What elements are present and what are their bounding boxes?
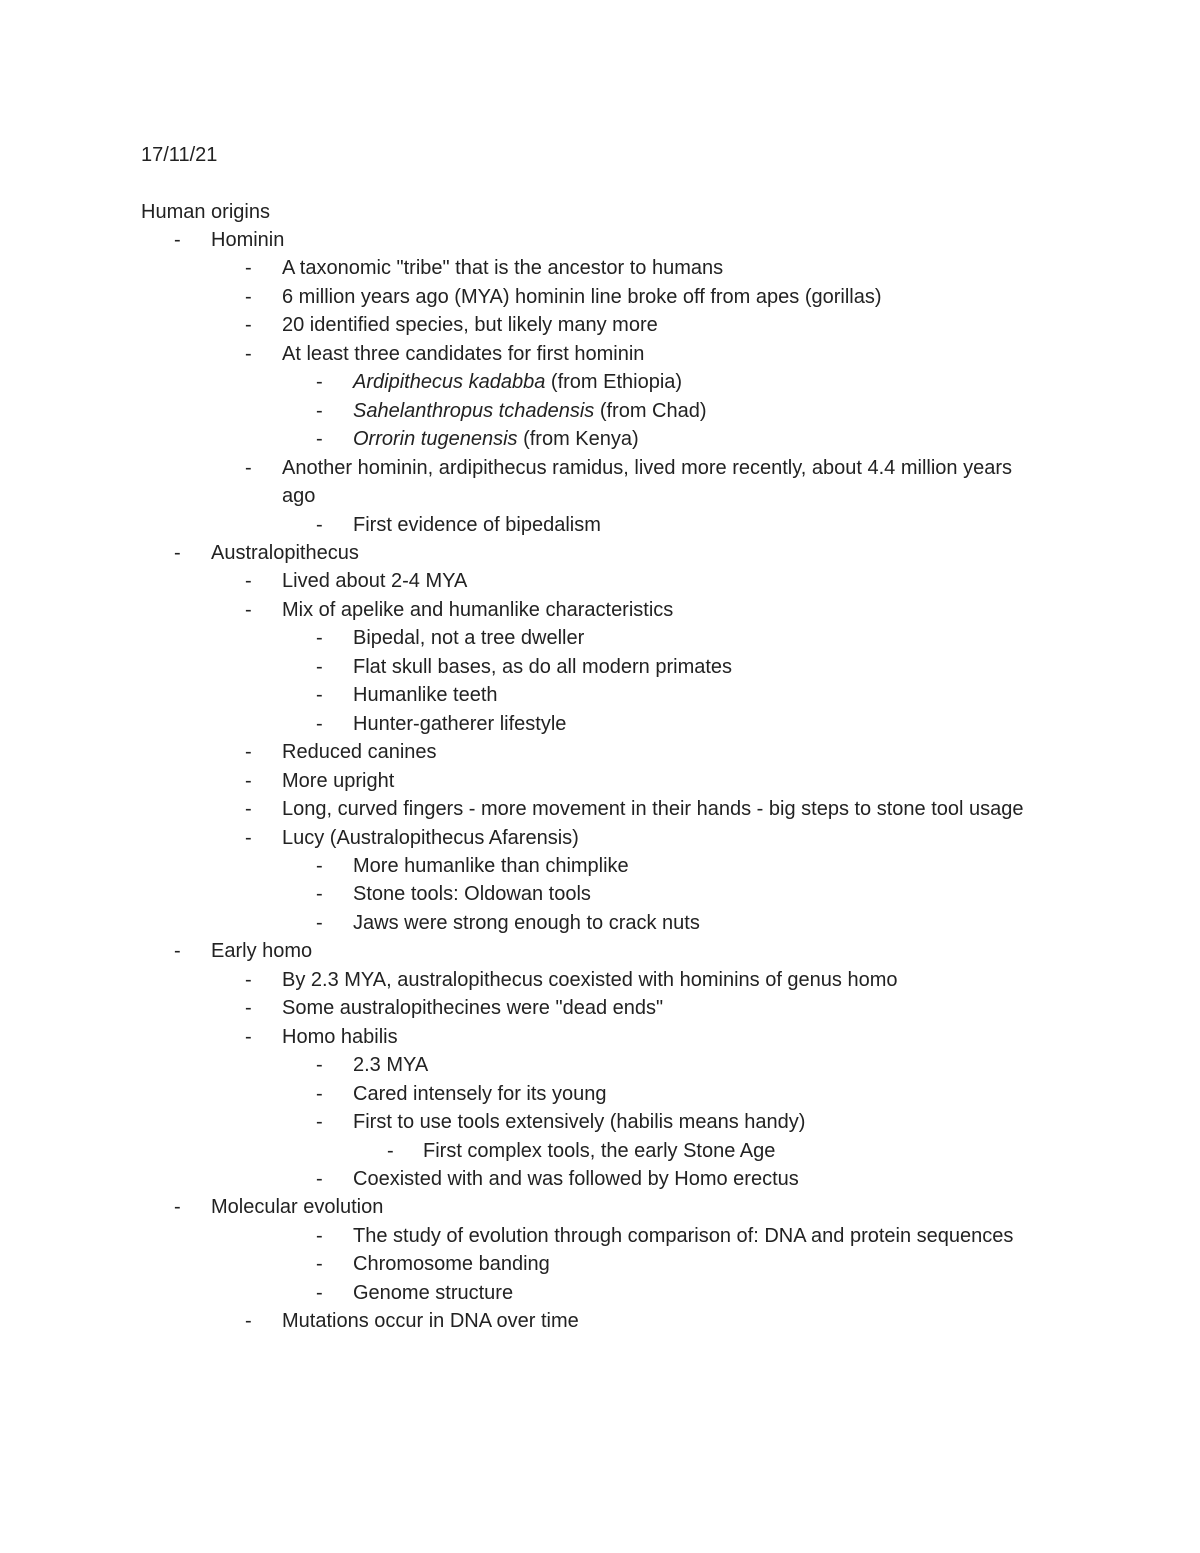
bullet-dash: - (174, 541, 181, 564)
bullet-dash: - (316, 513, 323, 536)
bullet-item-level-3 (141, 397, 1041, 425)
text-segment: By 2.3 MYA, australopithecus coexisted with hominins of genus homo (282, 968, 898, 991)
bullet-item-level-3 (141, 909, 1041, 937)
bullet-text (353, 713, 566, 735)
bullet-item-level-1 (141, 539, 1041, 567)
bullet-item-level-3 (141, 710, 1041, 738)
bullet-item-level-2 (141, 1023, 1041, 1051)
bullet-item-level-3 (141, 653, 1041, 681)
bullet-dash: - (316, 684, 323, 707)
text-segment: Another hominin, ardipithecus ramidus, lived more recently, about 4.4 million years ago (282, 456, 1012, 508)
bullet-text (282, 257, 723, 279)
bullet-dash: - (245, 968, 252, 991)
text-segment: 6 million years ago (MYA) hominin line broke off from apes (gorillas) (282, 285, 882, 308)
bullet-item-level-3 (141, 852, 1041, 880)
text-segment: (from Ethiopia) (545, 371, 683, 394)
note-title: Human origins (141, 201, 270, 223)
bullet-item-level-2 (141, 567, 1041, 595)
bullet-text (282, 343, 644, 365)
text-segment: Flat skull bases, as do all modern primates (353, 655, 733, 678)
bullet-item-level-2 (141, 311, 1041, 339)
note-date: 17/11/21 (141, 144, 218, 166)
bullet-text (353, 656, 732, 678)
bullet-dash: - (245, 769, 252, 792)
bullet-dash: - (245, 741, 252, 764)
bullet-text (211, 542, 359, 564)
bullet-dash: - (174, 1196, 181, 1219)
text-segment: Molecular evolution (211, 1196, 384, 1219)
species-name: Sahelanthropus tchadensis (353, 399, 595, 422)
bullet-item-level-3 (141, 425, 1041, 453)
bullet-text (353, 1083, 606, 1105)
bullet-item-level-2 (141, 454, 1041, 511)
bullet-text (282, 770, 394, 792)
bullet-text (353, 855, 629, 877)
text-segment: Coexisted with and was followed by Homo erectus (353, 1167, 799, 1190)
bullet-item-level-1 (141, 937, 1041, 965)
bullet-dash: - (316, 1281, 323, 1304)
text-segment: Mutations occur in DNA over time (282, 1310, 579, 1333)
text-segment: First evidence of bipedalism (353, 513, 601, 536)
bullet-text (282, 1026, 398, 1048)
bullet-dash: - (245, 456, 252, 479)
bullet-dash: - (316, 854, 323, 877)
bullet-dash: - (174, 940, 181, 963)
bullet-text (282, 827, 579, 849)
text-segment: Jaws were strong enough to crack nuts (353, 911, 700, 934)
text-segment: Some australopithecines were "dead ends" (282, 997, 664, 1020)
bullet-item-level-1 (141, 1193, 1041, 1221)
bullet-item-level-3 (141, 1222, 1041, 1250)
text-segment: Long, curved fingers - more movement in their hands - big steps to stone tool usage (282, 798, 1024, 821)
bullet-dash: - (245, 826, 252, 849)
text-segment: Hunter-gatherer lifestyle (353, 712, 567, 735)
bullet-text (423, 1140, 775, 1162)
bullet-item-level-2 (141, 738, 1041, 766)
bullet-item-level-2 (141, 824, 1041, 852)
bullet-dash: - (316, 655, 323, 678)
text-segment: More upright (282, 769, 395, 792)
bullet-item-level-3 (141, 1165, 1041, 1193)
bullet-text (353, 684, 498, 706)
text-segment: A taxonomic "tribe" that is the ancestor to humans (282, 257, 724, 280)
text-segment: Cared intensely for its young (353, 1082, 607, 1105)
text-segment: 20 identified species, but likely many more (282, 314, 658, 337)
species-name: Orrorin tugenensis (353, 428, 518, 451)
bullet-text (282, 286, 882, 308)
text-segment: Hominin (211, 229, 285, 251)
text-segment: Mix of apelike and humanlike characteristics (282, 598, 674, 621)
bullet-text (282, 457, 1012, 507)
bullet-text (353, 1282, 513, 1304)
bullet-text (282, 997, 663, 1019)
bullet-item-level-2 (141, 767, 1041, 795)
bullet-dash: - (316, 371, 323, 394)
bullet-dash: - (245, 314, 252, 337)
bullet-dash: - (174, 229, 181, 251)
text-segment: Lived about 2-4 MYA (282, 570, 468, 593)
bullet-text (353, 627, 584, 649)
bullet-text (282, 570, 467, 592)
bullet-dash: - (245, 997, 252, 1020)
text-segment: Early homo (211, 940, 313, 963)
bullet-item-level-4 (141, 1137, 1041, 1165)
text-segment: First complex tools, the early Stone Age (423, 1139, 776, 1162)
bullet-item-level-2 (141, 340, 1041, 368)
text-segment: At least three candidates for first hominin (282, 342, 645, 365)
bullet-item-level-2 (141, 283, 1041, 311)
text-segment: Reduced canines (282, 741, 437, 764)
bullet-item-level-3 (141, 511, 1041, 539)
bullet-text (282, 1310, 579, 1332)
bullet-text (353, 1111, 805, 1133)
text-segment: First to use tools extensively (habilis means handy) (353, 1111, 806, 1134)
bullet-item-level-2 (141, 1307, 1041, 1335)
bullet-dash: - (245, 342, 252, 365)
text-segment: Humanlike teeth (353, 684, 498, 707)
bullet-item-level-2 (141, 795, 1041, 823)
bullet-text (353, 1168, 799, 1190)
bullet-dash: - (316, 428, 323, 451)
bullet-text (353, 1054, 428, 1076)
bullet-dash: - (316, 1111, 323, 1134)
bullet-dash: - (316, 911, 323, 934)
bullet-item-level-3 (141, 1051, 1041, 1079)
bullet-dash: - (316, 1224, 323, 1247)
bullet-text (282, 798, 1024, 820)
text-segment: Australopithecus (211, 541, 359, 564)
bullet-item-level-3 (141, 624, 1041, 652)
text-segment: More humanlike than chimplike (353, 854, 629, 877)
bullet-item-level-3 (141, 368, 1041, 396)
bullet-item-level-3 (141, 880, 1041, 908)
bullet-dash: - (316, 399, 323, 422)
bullet-text (353, 1253, 550, 1275)
text-segment: Stone tools: Oldowan tools (353, 883, 591, 906)
bullet-dash: - (316, 1082, 323, 1105)
bullet-item-level-2 (141, 254, 1041, 282)
bullet-item-level-1 (141, 226, 1041, 254)
bullet-item-level-3 (141, 1279, 1041, 1307)
bullet-dash: - (245, 570, 252, 593)
text-segment: (from Chad) (594, 399, 707, 422)
bullet-dash: - (245, 1310, 252, 1333)
bullet-item-level-2 (141, 994, 1041, 1022)
bullet-item-level-3 (141, 1080, 1041, 1108)
text-segment: Lucy (Australopithecus Afarensis) (282, 826, 579, 849)
bullet-text (282, 969, 898, 991)
bullet-dash: - (316, 1167, 323, 1190)
bullet-text (353, 514, 601, 536)
bullet-dash: - (316, 1054, 323, 1077)
text-segment: (from Kenya) (517, 428, 639, 451)
bullet-dash: - (245, 1025, 252, 1048)
bullet-text (353, 912, 700, 934)
bullet-dash: - (245, 285, 252, 308)
text-segment: Bipedal, not a tree dweller (353, 627, 585, 650)
bullet-item-level-3 (141, 1108, 1041, 1136)
bullet-text (353, 883, 591, 905)
bullet-text (353, 400, 707, 422)
bullet-outline (141, 226, 1041, 1336)
bullet-item-level-2 (141, 966, 1041, 994)
bullet-dash: - (387, 1139, 394, 1162)
bullet-text (353, 371, 682, 393)
bullet-text (282, 599, 673, 621)
bullet-item-level-3 (141, 681, 1041, 709)
bullet-dash: - (245, 257, 252, 280)
bullet-dash: - (316, 712, 323, 735)
bullet-item-level-2 (141, 596, 1041, 624)
text-segment: Chromosome banding (353, 1253, 550, 1276)
bullet-dash: - (316, 1253, 323, 1276)
bullet-text (282, 741, 437, 763)
text-segment: Homo habilis (282, 1025, 398, 1048)
text-segment: The study of evolution through comparison of: DNA and protein sequences (353, 1224, 1014, 1247)
bullet-text (282, 314, 658, 336)
bullet-dash: - (316, 883, 323, 906)
species-name: Ardipithecus kadabba (353, 371, 546, 394)
bullet-text (353, 428, 639, 450)
bullet-text (211, 940, 312, 962)
bullet-text (211, 1196, 383, 1218)
bullet-text (211, 229, 284, 251)
bullet-dash: - (245, 598, 252, 621)
bullet-item-level-3 (141, 1250, 1041, 1278)
bullet-dash: - (245, 798, 252, 821)
bullet-dash: - (316, 627, 323, 650)
text-segment: 2.3 MYA (353, 1054, 429, 1077)
text-segment: Genome structure (353, 1281, 514, 1304)
bullet-text (353, 1225, 1013, 1247)
